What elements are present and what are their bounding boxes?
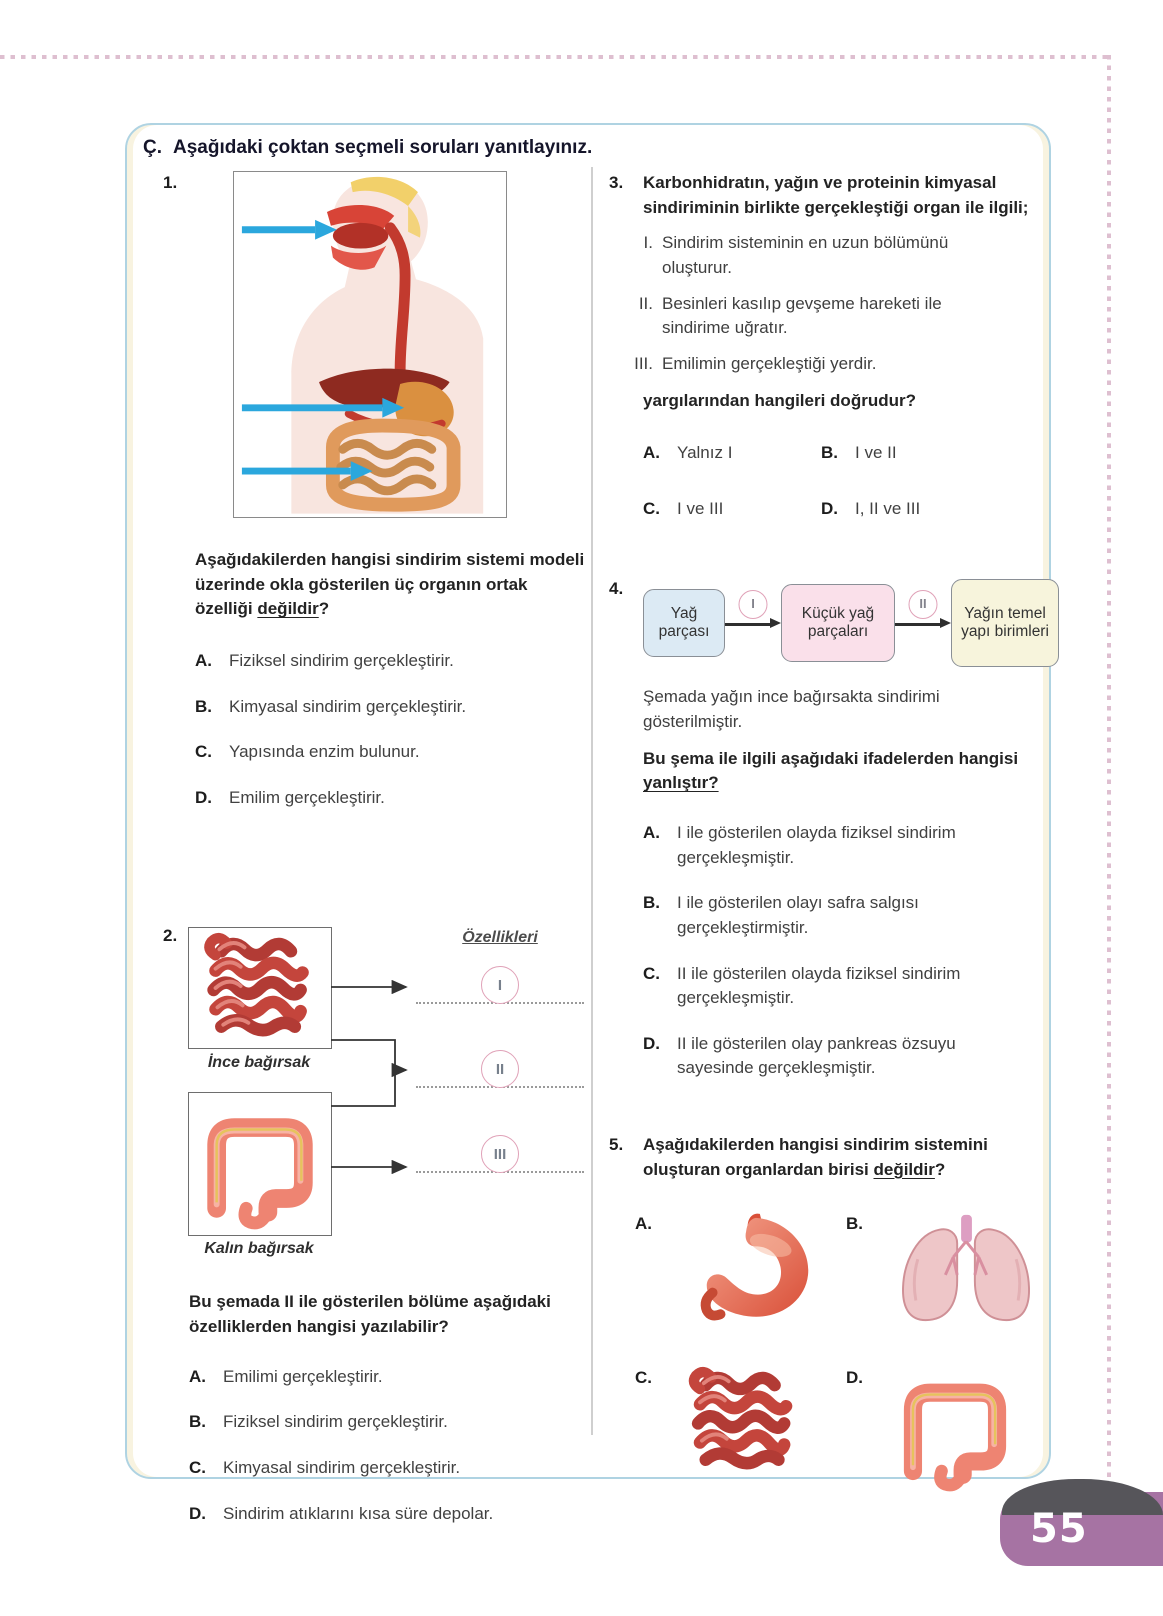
question-5 bbox=[609, 1133, 1033, 1493]
right-column bbox=[609, 171, 1049, 1493]
question-stem: Bu şemada II ile gösterilen bölüme aşağıdaki özelliklerden hangisi yazılabilir? bbox=[189, 1292, 551, 1337]
matching-diagram bbox=[163, 922, 589, 1274]
digestive-system-illustration bbox=[234, 172, 503, 514]
section-letter: Ç. bbox=[143, 137, 162, 158]
option-c: C. Kimyasal sindirim gerçekleştirir. bbox=[189, 1458, 461, 1478]
roman-circle-2: II bbox=[481, 1050, 519, 1088]
connector-arrows bbox=[163, 922, 589, 1274]
option-d: D. Sindirim atıklarını kısa süre depolar. bbox=[189, 1503, 494, 1523]
option-c: C. II ile gösterilen olayda fiziksel sindirim gerçekleşmiştir. bbox=[643, 963, 961, 1008]
option-a: A. I ile gösterilen olayda fiziksel sindirim gerçekleşmiştir. bbox=[643, 822, 956, 867]
options bbox=[643, 441, 1033, 521]
option-d: D. II ile gösterilen olay pankreas özsuyu sayesinde gerçekleşmiştir. bbox=[643, 1033, 956, 1078]
option-b: B. I ile gösterilen olayı safra salgısı gerçekleştirmiştir. bbox=[643, 893, 919, 937]
question-2 bbox=[163, 922, 589, 1526]
option-c-small-intestine: C. bbox=[635, 1364, 846, 1493]
page-number-banner bbox=[1000, 1492, 1163, 1566]
question-number: 3. bbox=[609, 173, 624, 192]
question-1 bbox=[163, 171, 589, 810]
organ-options bbox=[635, 1210, 1033, 1493]
option-d-large-intestine: D. bbox=[846, 1364, 1046, 1493]
question-section-box bbox=[125, 123, 1051, 1523]
options bbox=[189, 1365, 589, 1527]
option-a: A. Yalnız I bbox=[643, 443, 733, 463]
option-d: D. Emilim gerçekleştirir. bbox=[195, 787, 385, 807]
question-stem-end: yargılarından hangileri doğrudur? bbox=[643, 391, 916, 411]
option-b: B. Kimyasal sindirim gerçekleştirir. bbox=[195, 696, 467, 716]
flow-step-1-circle: I bbox=[739, 590, 768, 619]
large-intestine-illustration bbox=[888, 1364, 1022, 1493]
large-intestine-label: Kalın bağırsak bbox=[204, 1240, 314, 1258]
diagram-description: Şemada yağın ince bağırsakta sindirimi gösterilmiştir. bbox=[643, 687, 940, 732]
question-4 bbox=[609, 577, 1049, 1081]
question-number: 5. bbox=[609, 1135, 624, 1155]
question-3 bbox=[609, 171, 1033, 521]
right-dotted-border bbox=[1107, 55, 1111, 1510]
option-c: C. I ve III bbox=[643, 498, 724, 518]
section-header bbox=[143, 137, 592, 159]
options bbox=[643, 821, 1033, 1081]
section-title: Aşağıdaki çoktan seçmeli soruları yanıtlayınız. bbox=[173, 137, 593, 158]
flow-arrow-2 bbox=[895, 579, 951, 667]
properties-title: Özellikleri bbox=[462, 929, 538, 947]
option-a-stomach: A. bbox=[635, 1210, 846, 1328]
small-intestine-illustration bbox=[677, 1364, 811, 1479]
option-c: C. Yapısında enzim bulunur. bbox=[195, 742, 420, 762]
option-a: A. Emilimi gerçekleştirir. bbox=[189, 1366, 383, 1386]
flow-step-2-circle: II bbox=[909, 590, 938, 619]
option-a: A. Fiziksel sindirim gerçekleştirir. bbox=[195, 650, 454, 670]
roman-circle-3: III bbox=[481, 1135, 519, 1173]
top-dotted-border bbox=[0, 55, 1112, 59]
column-divider bbox=[591, 167, 593, 1435]
flow-box-fat-building-units: Yağın temel yapı birimleri bbox=[951, 579, 1059, 667]
statement-1: I. Sindirim sisteminin en uzun bölümünü oluşturur. bbox=[643, 233, 949, 277]
question-stem: Bu şema ile ilgili aşağıdaki ifadelerden hangisi yanlıştır? bbox=[643, 748, 1019, 793]
small-intestine-label: İnce bağırsak bbox=[207, 1054, 311, 1072]
question-stem: Karbonhidratın, yağın ve proteinin kimyasal sindiriminin birlikte gerçekleştiği organ ile ilgili; bbox=[643, 173, 1029, 217]
option-b: B. I ve II bbox=[821, 443, 897, 463]
question-number: 1. bbox=[163, 173, 178, 192]
question-number: 4. bbox=[609, 579, 624, 599]
roman-circle-1: I bbox=[481, 966, 519, 1004]
statement-2: II. Besinleri kasılıp gevşeme hareketi ile sindirime uğratır. bbox=[638, 293, 942, 338]
option-b: B. Fiziksel sindirim gerçekleştirir. bbox=[189, 1412, 448, 1432]
fat-digestion-flow-diagram bbox=[643, 579, 1059, 667]
flow-arrow-1 bbox=[725, 579, 781, 667]
options bbox=[195, 649, 589, 811]
question-number: 2. bbox=[163, 926, 178, 946]
question-stem: Aşağıdakilerden hangisi sindirim sistemi modeli üzerinde okla gösterilen üç organın ortak özelliği değildir? bbox=[195, 550, 585, 619]
page-number: 55 bbox=[1030, 1506, 1088, 1552]
statement-3: III. Emilimin gerçekleştiği yerdir. bbox=[634, 353, 877, 373]
left-column bbox=[163, 171, 589, 1547]
option-b-lungs: B. bbox=[846, 1210, 1046, 1328]
stomach-illustration bbox=[677, 1210, 825, 1328]
option-d: D. I, II ve III bbox=[821, 498, 921, 518]
lungs-illustration bbox=[888, 1210, 1046, 1328]
digestive-system-figure bbox=[233, 171, 507, 518]
question-stem: Aşağıdakilerden hangisi sindirim sistemini oluşturan organlardan birisi değildir? bbox=[643, 1135, 988, 1179]
flow-box-small-fat-pieces: Küçük yağ parçaları bbox=[781, 584, 895, 662]
flow-box-fat-piece: Yağ parçası bbox=[643, 589, 725, 657]
